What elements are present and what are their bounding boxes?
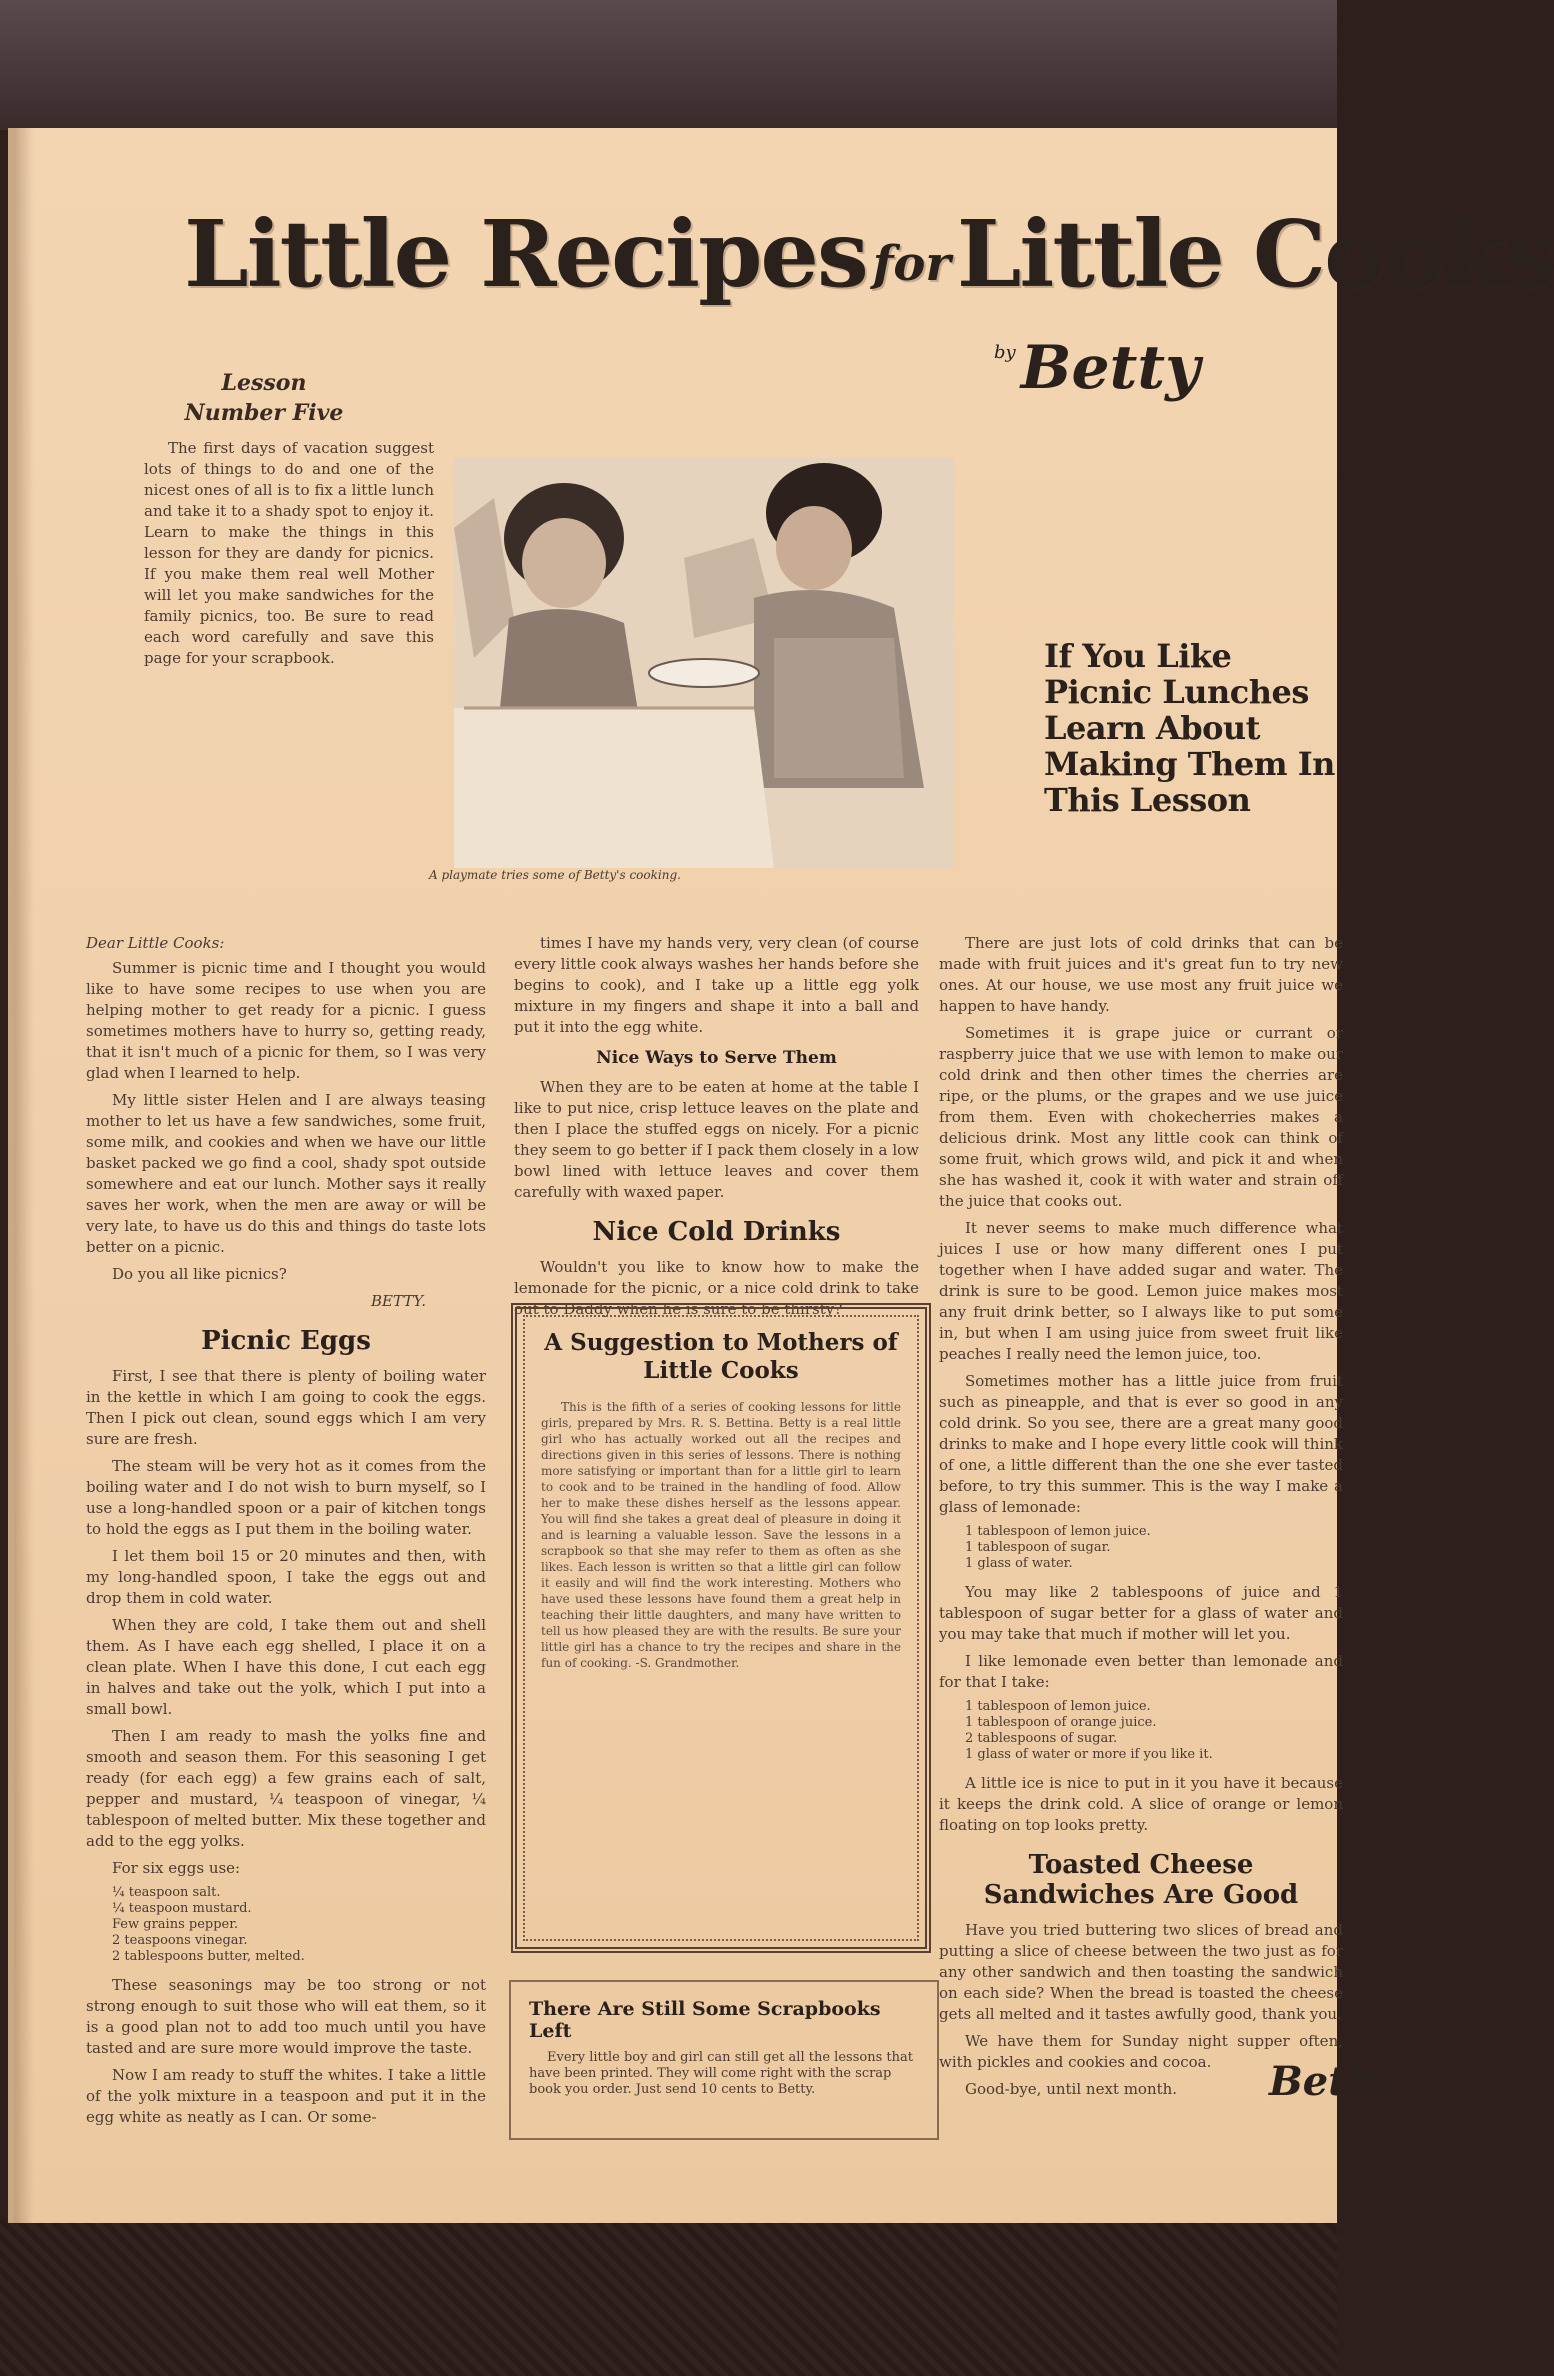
- photo-caption: A playmate tries some of Betty's cooking.: [429, 868, 681, 882]
- drinks-heading: Nice Cold Drinks: [592, 1217, 841, 1247]
- page-fold-shadow: [14, 128, 34, 2223]
- orangeade-list: [939, 1699, 1343, 1763]
- toasted-cheese-heading: Toasted Cheese Sandwiches Are Good: [983, 1850, 1299, 1910]
- eggs-paragraph: Then I am ready to mash the yolks fine and smooth and season them. For this seasoning I get ready (for each egg) a few grains each of salt, pepper and mustard, ¼ teaspoon of vinegar, ¼ tablespoon of melted butter. Mix these together and add to the egg yolks.: [86, 1727, 486, 1850]
- byline: [994, 333, 1200, 403]
- byline-signature: Betty: [1020, 333, 1200, 403]
- photo-two-girls: [454, 458, 954, 868]
- eggs-paragraph: Now I am ready to stuff the whites. I take a little of the yolk mixture in a teaspoon and put it in the egg white as neatly as I can. Or some-: [86, 2066, 486, 2126]
- eggs-paragraph: First, I see that there is plenty of boiling water in the kettle in which I am going to cook the eggs. Then I pick out clean, sound eggs which I am very sure are fresh.: [86, 1367, 486, 1448]
- drinks-paragraph: I like lemonade even better than lemonade and for that I take:: [939, 1652, 1343, 1691]
- eggs-paragraph: The steam will be very hot as it comes from the boiling water and I do not wish to burn myself, so I use a long-handled spoon or a pair of kitchen tongs to hold the eggs as I put them in the boiling water.: [86, 1457, 486, 1538]
- letter-paragraph: Do you all like picnics?: [112, 1265, 287, 1283]
- drinks-paragraph: It never seems to make much difference what juices I use or how many different ones I put together when I have added sugar and water. The drink is sure to be good. Lemon juice makes most any fruit drink better, so I always like to put some in, but when I am using juice from sweet fruit like peaches I really need the lemon juice, too.: [939, 1219, 1343, 1363]
- list-item: 2 teaspoons vinegar.: [112, 1933, 248, 1948]
- letter-paragraph: Summer is picnic time and I thought you would like to have some recipes to use when you are helping mother to get ready for a picnic. I guess sometimes mothers have to hurry so, getting ready, that it isn't much of a picnic for them, so I was very glad when I learned to help.: [86, 959, 486, 1082]
- newspaper-page: [8, 128, 1554, 2223]
- eggs-ingredients-list: [86, 1885, 486, 1965]
- page-title: [184, 200, 1554, 308]
- eggs-paragraph: These seasonings may be too strong or not strong enough to suit those who will eat them, so it is a good plan not to add too much until you have tasted and are sure more would improve the taste.: [86, 1976, 486, 2057]
- lesson-heading-line2: Number Five: [184, 400, 344, 426]
- column-1: [86, 933, 486, 2134]
- drinks-paragraph: Sometimes it is grape juice or currant or raspberry juice that we use with lemon to make our cold drink and then other times the cherries are ripe, or the plums, or the grapes and we use juice from them. Even with chokecherries makes a delicious drink. Most any little cook can think of some fruit, which grows wild, and pick it and when she has washed it, cook it with water and strain off the juice that cooks out.: [939, 1024, 1343, 1210]
- list-item: 1 tablespoon of lemon juice.: [965, 1699, 1151, 1714]
- suggestion-box: [511, 1303, 931, 1953]
- drinks-paragraph: Sometimes mother has a little juice from fruit such as pineapple, and that is ever so good in any cold drink. So you see, there are a great many good drinks to make and I hope every little cook will think of one, a little different than the one she ever tasted before, to try this summer. This is the way I make a glass of lemonade:: [939, 1372, 1343, 1516]
- lesson-headline: If You Like Picnic Lunches Learn About Making Them In This Lesson: [1044, 637, 1335, 819]
- serve-paragraph: When they are to be eaten at home at the table I like to put nice, crisp lettuce leaves on the plate and then I place the stuffed eggs on nicely. For a picnic they seem to go better if I pack them closely in a low bowl lined with lettuce leaves and cover them carefully with waxed paper.: [514, 1078, 919, 1201]
- eggs-paragraph: I let them boil 15 or 20 minutes and then, with my long-handled spoon, I take the eggs out and drop them in cold water.: [86, 1547, 486, 1607]
- list-item: 1 tablespoon of lemon juice.: [965, 1524, 1151, 1539]
- list-item: ¼ teaspoon salt.: [112, 1885, 221, 1900]
- background-top: [0, 0, 1337, 130]
- byline-by: by: [994, 342, 1016, 363]
- drinks-paragraph: You may like 2 tablespoons of juice and 1 tablespoon of sugar better for a glass of water and you may take that much if mother will let you.: [939, 1583, 1343, 1643]
- lemonade-list: [939, 1524, 1343, 1572]
- title-left: Little Recipes: [184, 200, 867, 308]
- suggestion-body: This is the fifth of a series of cooking lessons for little girls, prepared by Mrs. R. S. Bettina. Betty is a real little girl who has actually worked out all the recipes and directions given in this series of lessons. There is nothing more satisfying or important than for a little girl to learn to cook and to be trained in the handling of food. Allow her to make these dishes herself as the lessons appear. You will find she takes a great deal of pleasure in doing it and is learning a valuable lesson. Save the lessons in a scrapbook so that she may refer to them as often as she likes. Each lesson is written so that a little girl can follow it easily and will find the work interesting. Mothers who have used these lessons have found them a great help in teaching their little daughters, and many have written to tell us how pleased they are with the results. Be sure your little girl has a chance to try the recipes and share in the fun of cooking. -S. Grandmother.: [541, 1400, 901, 1670]
- drinks-intro: Wouldn't you like to know how to make the lemonade for the picnic, or a nice cold drink to take out to Daddy when he is sure to be thirsty?: [514, 1258, 919, 1318]
- suggestion-heading: A Suggestion to Mothers of Little Cooks: [544, 1329, 898, 1384]
- list-item: 1 glass of water.: [965, 1556, 1073, 1571]
- eggs-paragraph: When they are cold, I take them out and shell them. As I have each egg shelled, I place it on a clean plate. When I have this done, I cut each egg in halves and take out the yolk, which I put into a small bowl.: [86, 1616, 486, 1718]
- letter-paragraph: My little sister Helen and I are always teasing mother to let us have a few sandwiches, some fruit, some milk, and cookies and when we have our little basket packed we go find a cool, shady spot outside somewhere and eat our lunch. Mother says it really saves her work, when the men are away or will be very late, to have us do this and things do taste lots better on a picnic.: [86, 1091, 486, 1256]
- column-3: [939, 933, 1343, 2123]
- column-2: [514, 933, 919, 1326]
- letter-signature: BETTY.: [371, 1292, 426, 1310]
- scrapbook-notice: [509, 1980, 939, 2140]
- tablecloth-background: [0, 2220, 1337, 2376]
- scrapbook-heading: There Are Still Some Scrapbooks Left: [529, 1998, 881, 2042]
- eggs-list-title: For six eggs use:: [112, 1859, 241, 1877]
- closing-signature: Betty: [1269, 2058, 1389, 2105]
- eggs-continued-paragraph: times I have my hands very, very clean (of course every little cook always washes her hands before she begins to cook), and I take up a little egg yolk mixture in my fingers and shape it into a ball and put it into the egg white.: [514, 934, 919, 1036]
- list-item: Few grains pepper.: [112, 1917, 239, 1932]
- serve-heading: Nice Ways to Serve Them: [596, 1048, 837, 1068]
- list-item: 2 tablespoons butter, melted.: [112, 1949, 305, 1964]
- toast-paragraph: We have them for Sunday night supper often, with pickles and cookies and cocoa.: [939, 2032, 1343, 2071]
- title-right: Little Cooks: [956, 200, 1554, 308]
- toast-paragraph: Have you tried buttering two slices of bread and putting a slice of cheese between the two just as for any other sandwich and then toasting the sandwich on each side? When the bread is toasted the cheese gets all melted and it tastes awfully good, thank you.: [939, 1921, 1343, 2023]
- list-item: 1 tablespoon of sugar.: [965, 1540, 1111, 1555]
- list-item: ¼ teaspoon mustard.: [112, 1901, 252, 1916]
- picnic-eggs-heading: Picnic Eggs: [201, 1326, 371, 1356]
- photo-illustration: [454, 458, 954, 868]
- drinks-paragraph: There are just lots of cold drinks that can be made with fruit juices and it's great fun to try new ones. At our house, we use most any fruit juice we happen to have handy.: [939, 934, 1343, 1015]
- drinks-paragraph: A little ice is nice to put in it you have it because it keeps the drink cold. A slice of orange or lemon floating on top looks pretty.: [939, 1774, 1343, 1834]
- lesson-heading: [179, 368, 349, 428]
- lesson-heading-line1: Lesson: [221, 370, 307, 396]
- list-item: 1 tablespoon of orange juice.: [965, 1715, 1157, 1730]
- list-item: 2 tablespoons of sugar.: [965, 1731, 1118, 1746]
- letter-salutation: Dear Little Cooks:: [86, 934, 225, 952]
- scrapbook-body: Every little boy and girl can still get all the lessons that have been printed. They will come right with the scrap book you order. Just send 10 cents to Betty.: [529, 2050, 913, 2097]
- title-for: for: [872, 236, 951, 292]
- goodbye-line: Good-bye, until next month.: [965, 2080, 1178, 2098]
- lesson-intro: The first days of vacation suggest lots of things to do and one of the nicest ones of all is to fix a little lunch and take it to a shady spot to enjoy it. Learn to make the things in this lesson for they are dandy for picnics. If you make them real well Mother will let you make sandwiches for the family picnics, too. Be sure to read each word carefully and save this page for your scrapbook.: [144, 439, 434, 667]
- list-item: 1 glass of water or more if you like it.: [965, 1747, 1213, 1762]
